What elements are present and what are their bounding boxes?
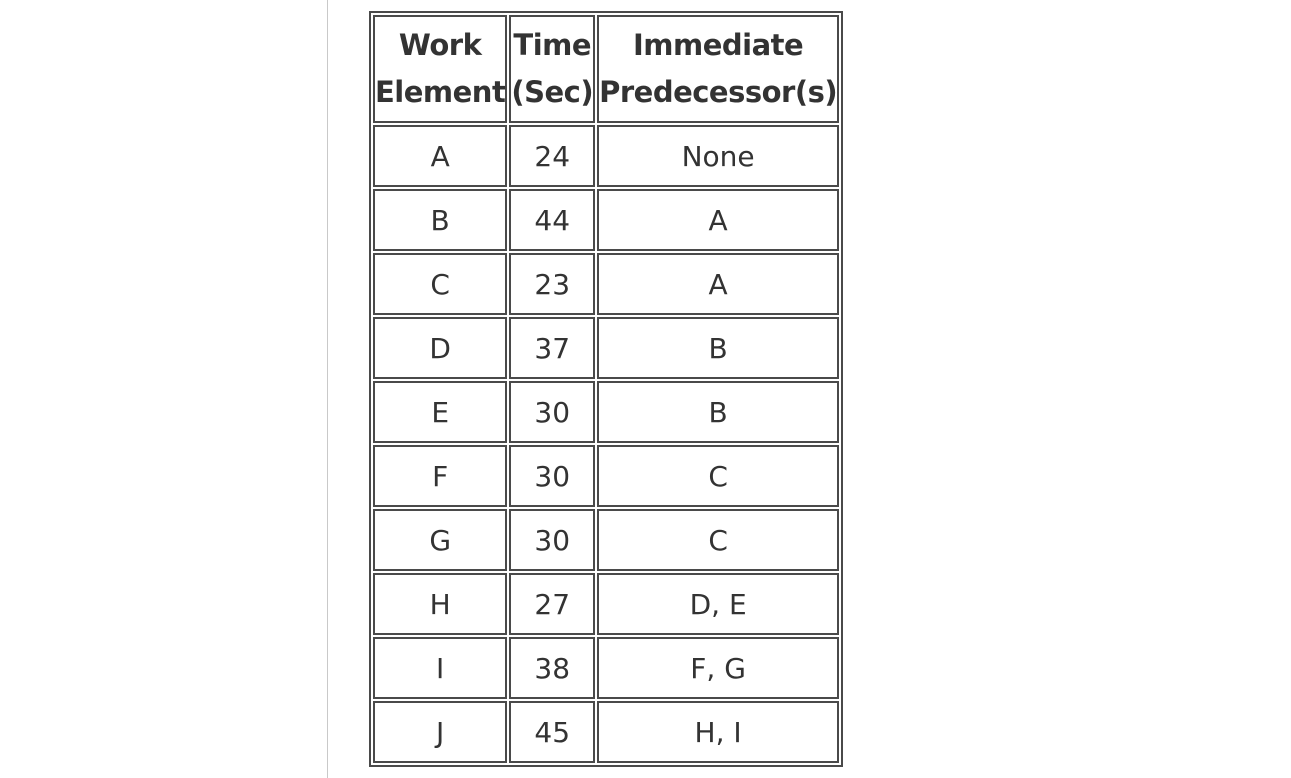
table-row xyxy=(373,637,839,699)
work-element-table xyxy=(369,11,843,767)
table-row xyxy=(373,125,839,187)
cell-element: I xyxy=(373,637,507,699)
cell-time: 45 xyxy=(509,701,595,763)
cell-time: 38 xyxy=(509,637,595,699)
header-time xyxy=(509,15,595,123)
cell-time: 23 xyxy=(509,253,595,315)
cell-time: 27 xyxy=(509,573,595,635)
table-row xyxy=(373,381,839,443)
cell-element: C xyxy=(373,253,507,315)
cell-element: D xyxy=(373,317,507,379)
table-row xyxy=(373,189,839,251)
cell-element: F xyxy=(373,445,507,507)
cell-predecessors: C xyxy=(597,509,839,571)
table-container xyxy=(369,11,843,767)
content-left-divider xyxy=(327,0,328,778)
cell-time: 30 xyxy=(509,509,595,571)
cell-predecessors: B xyxy=(597,317,839,379)
cell-time: 37 xyxy=(509,317,595,379)
cell-time: 24 xyxy=(509,125,595,187)
header-predecessors xyxy=(597,15,839,123)
table-row xyxy=(373,509,839,571)
table-row xyxy=(373,573,839,635)
cell-time: 44 xyxy=(509,189,595,251)
table-row xyxy=(373,253,839,315)
cell-element: G xyxy=(373,509,507,571)
cell-predecessors: B xyxy=(597,381,839,443)
cell-time: 30 xyxy=(509,445,595,507)
header-predecessors-line2: Predecessor(s) xyxy=(599,75,838,109)
header-work-element xyxy=(373,15,507,123)
table-row xyxy=(373,445,839,507)
table-row xyxy=(373,317,839,379)
cell-predecessors: None xyxy=(597,125,839,187)
header-time-line1: Time xyxy=(513,28,592,62)
cell-predecessors: C xyxy=(597,445,839,507)
header-time-line2: (Sec) xyxy=(511,75,594,109)
header-work-element-line1: Work xyxy=(398,28,482,62)
cell-element: E xyxy=(373,381,507,443)
cell-element: B xyxy=(373,189,507,251)
table-header-row xyxy=(373,15,839,123)
header-work-element-line2: Element xyxy=(375,75,506,109)
cell-predecessors: A xyxy=(597,253,839,315)
cell-time: 30 xyxy=(509,381,595,443)
table-row xyxy=(373,701,839,763)
cell-element: H xyxy=(373,573,507,635)
cell-element: J xyxy=(373,701,507,763)
cell-predecessors: F, G xyxy=(597,637,839,699)
cell-element: A xyxy=(373,125,507,187)
cell-predecessors: A xyxy=(597,189,839,251)
cell-predecessors: H, I xyxy=(597,701,839,763)
header-predecessors-line1: Immediate xyxy=(633,28,804,62)
cell-predecessors: D, E xyxy=(597,573,839,635)
